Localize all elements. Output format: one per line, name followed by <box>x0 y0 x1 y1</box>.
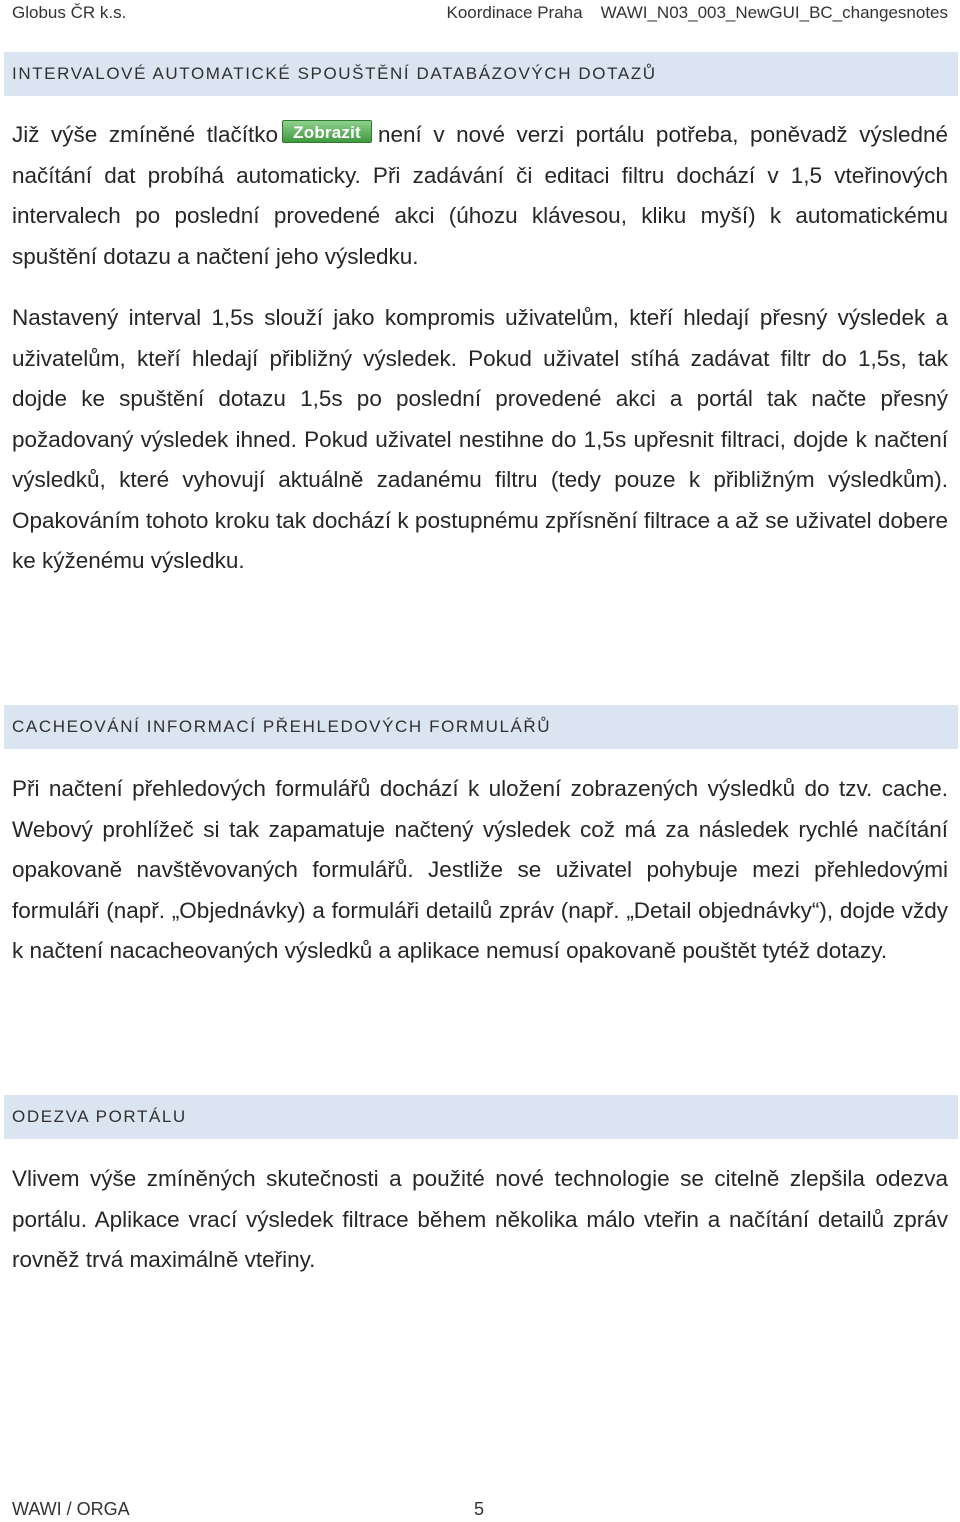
header-department: Koordinace Praha <box>446 3 583 22</box>
header-right <box>446 0 948 26</box>
paragraph-interval-2: Nastavený interval 1,5s slouží jako kompromis uživatelům, kteří hledají přesný výsledek a uživatelům, kteří hledají přibližný výsledek. Pokud uživatel stíhá zadávat filtr do 1,5s, tak dojde ke spuštění dotazu 1,5s po poslední provedené akci a portál tak načte přesný požadovaný výsledek ihned. Pokud uživatel nestihne do 1,5s upřesnit filtraci, dojde k načtení výsledků, které vyhovují aktuálně zadanému filtru (tedy pouze k přibližným výsledkům). Opakováním tohoto kroku tak dochází k postupnému zpřísnění filtrace a až se uživatel dobere ke kýženému výsledku. <box>12 305 948 573</box>
header-document: WAWI_N03_003_NewGUI_BC_changesnotes <box>600 3 948 22</box>
footer-label: WAWI / ORGA <box>12 1499 130 1519</box>
section-heading-caching: CACHEOVÁNÍ INFORMACÍ PŘEHLEDOVÝCH FORMULÁŘŮ <box>4 705 958 749</box>
zobrazit-button: Zobrazit <box>282 120 372 143</box>
section-heading-response: ODEZVA PORTÁLU <box>4 1095 958 1139</box>
paragraph-caching: Při načtení přehledových formulářů dochází k uložení zobrazených výsledků do tzv. cache. Webový prohlížeč si tak zapamatuje načtený výsledek což má za následek rychlé načítání opakovaně navštěvovaných formulářů. Jestliže se uživatel pohybuje mezi přehledovými formuláři (např. „Objednávky) a formuláři detailů zpráv (např. „Detail objednávky“), dojde vždy k načtení nacacheovaných výsledků a aplikace nemusí opakovaně pouštět tytéž dotazy. <box>12 776 948 963</box>
header-company: Globus ČR k.s. <box>12 3 127 22</box>
paragraph-response: Vlivem výše zmíněných skutečnosti a použité nové technologie se citelně zlepšila odezva portálu. Aplikace vrací výsledek filtrace během několika málo vteřin a načítání detailů zpráv rovněž trvá maximálně vteřiny. <box>12 1166 948 1272</box>
paragraph-text-after-button: není v nové verzi portálu potřeba, poněvadž výsledné načítání dat probíhá automaticky. Při zadávání či editaci filtru dochází v 1,5 vteřinových intervalech po poslední provedené akci (úhozu klávesou, kliku myší) k automatickému spuštění dotazu a načtení jeho výsledku. <box>12 122 948 269</box>
section-heading-interval: INTERVALOVÉ AUTOMATICKÉ SPOUŠTĚNÍ DATABÁZOVÝCH DOTAZŮ <box>4 52 958 96</box>
page-number: 5 <box>474 1499 485 1519</box>
page-header <box>12 0 948 26</box>
paragraph-text-before-button: Již výše zmíněné tlačítko <box>12 122 279 147</box>
paragraph-interval-1 <box>12 115 948 277</box>
